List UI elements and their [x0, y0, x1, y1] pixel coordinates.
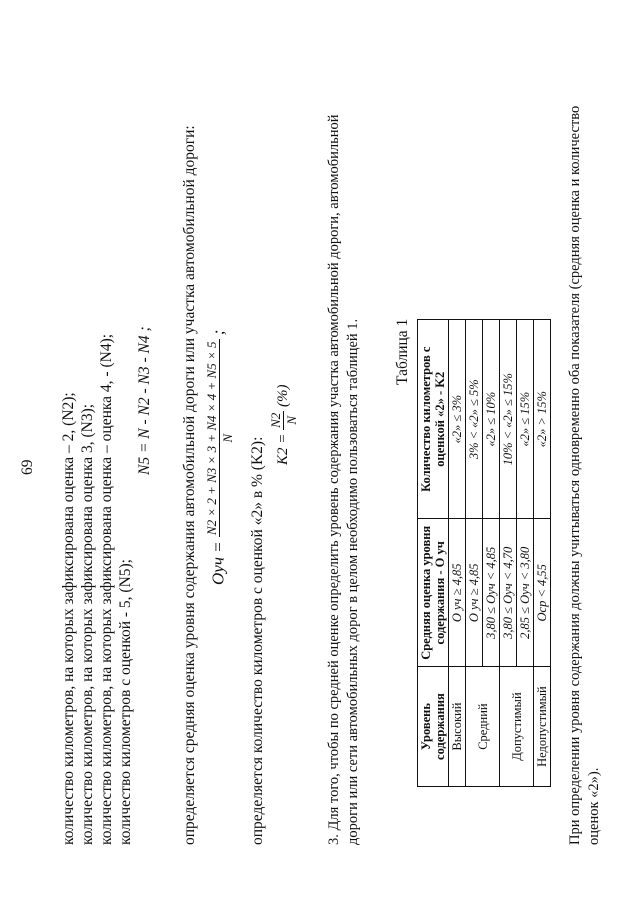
- paragraph-k2: определяется количество километров с оценкой «2» в % (K2):: [249, 436, 266, 845]
- table-row: [466, 320, 483, 787]
- footer-line2: оценок «2»).: [586, 767, 602, 845]
- table-row: [500, 320, 517, 787]
- cell-k2: «2» ≤ 10%: [483, 320, 500, 519]
- list-item: количество километров, на которых зафиксирована оценка – оценка 4, - (N4);: [98, 333, 115, 845]
- list-item-text: количество километров, на которых зафиксирована оценка – 2, (N2);: [60, 392, 77, 845]
- formula-average-denominator: N: [220, 433, 235, 443]
- formula-k2-fraction: [268, 411, 299, 430]
- cell-level: Высокий: [449, 667, 466, 787]
- table-row: [534, 320, 551, 787]
- cell-avg: О уч ≥ 4,85: [449, 519, 466, 667]
- list-item: количество километров с оценкой - 5, (N5);: [117, 559, 134, 845]
- cell-k2: «2» ≤ 15%: [517, 320, 534, 519]
- cell-k2: «2» ≤ 3%: [449, 320, 466, 519]
- cell-avg: О уч ≥ 4,85: [466, 519, 483, 667]
- formula-k2-lhs: K2 =: [274, 433, 291, 465]
- cell-avg: Оср < 4,55: [534, 519, 551, 667]
- footer-line1: При определении уровня содержания должны учитываться одновременно оба показателя (средняя оценка и количество: [567, 105, 583, 845]
- cell-avg: 2,85 ≤ Оуч < 3,80: [517, 519, 534, 667]
- paragraph-3-line2: дороги или сети автомобильных дорог в целом необходимо пользоваться таблицей 1.: [345, 318, 361, 845]
- formula-average-lhs: Oуч =: [208, 541, 228, 585]
- table-row: [449, 320, 466, 787]
- cell-k2: «2» > 15%: [534, 320, 551, 519]
- header-avg: Средняя оценка уровня содержания - О уч: [418, 519, 449, 667]
- cell-level: Недопустимый: [534, 667, 551, 787]
- formula-average-numerator: N2 × 2 + N3 × 3 + N4 × 4 + N5 × 5: [204, 341, 219, 536]
- cell-avg: 3,80 ≤ Оуч < 4,85: [483, 519, 500, 667]
- formula-average: [204, 330, 235, 585]
- list-item: [59, 185, 78, 845]
- levels-table: [417, 319, 551, 787]
- cell-k2: 10% < «2» ≤ 15%: [500, 320, 517, 519]
- cell-k2: 3% < «2» ≤ 5%: [466, 320, 483, 519]
- formula-k2: [268, 384, 299, 465]
- formula-n5: N5 = N - N2 - N3 - N4 ;: [136, 326, 153, 475]
- cell-level: Средний: [466, 667, 500, 787]
- header-k2: Количество километров с оценкой «2» - K2: [418, 320, 449, 519]
- page-number: 69: [19, 459, 36, 475]
- cell-level: Допустимый: [500, 667, 534, 787]
- formula-average-tail: ;: [208, 329, 228, 336]
- formula-k2-numerator: N2: [268, 412, 283, 428]
- formula-average-fraction: [204, 340, 235, 538]
- table-header-row: [418, 320, 449, 787]
- formula-k2-tail: (%): [274, 384, 291, 407]
- header-level: Уровень содержания: [418, 667, 449, 787]
- paragraph-3-line1: 3. Для того, чтобы по средней оценке определить уровень содержания участка автомобильной дороги, автомобильной: [326, 114, 342, 845]
- list-item: количество километров, на которых зафиксирована оценка 3, (N3);: [79, 403, 96, 845]
- cell-avg: 3,80 ≤ Оуч < 4,70: [500, 519, 517, 667]
- formula-k2-denominator: N: [284, 415, 299, 425]
- paragraph-average: определяется средняя оценка уровня содержания автомобильной дороги или участка автомобильной дороги:: [181, 125, 198, 845]
- table-caption: Таблица 1: [394, 318, 411, 385]
